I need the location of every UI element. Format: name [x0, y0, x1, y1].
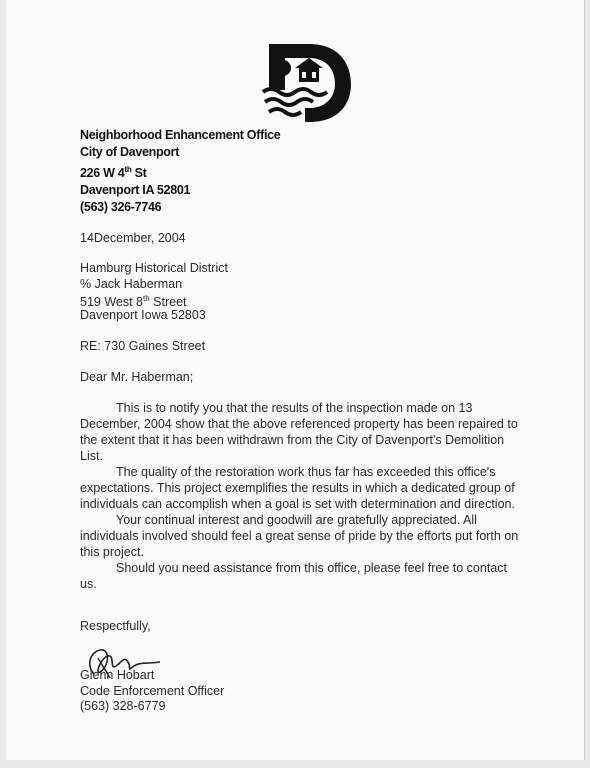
salutation: Dear Mr. Haberman; [80, 370, 194, 384]
office-phone: (563) 326-7746 [80, 200, 162, 215]
signer-name: Glenn Hobart [80, 668, 155, 682]
city-logo-icon [261, 38, 356, 126]
recipient-line-4: Davenport Iowa 52803 [80, 308, 206, 322]
recipient-line-2: % Jack Haberman [80, 277, 183, 291]
body-paragraph: Should you need assistance from this office, please feel free to contact us. [80, 561, 507, 591]
body-paragraph: This is to notify you that the results of the inspection made on 13 December, 2004 show that the above referenced property has been repaired to the extent that it has been withdrawn from the City of Davenport's Demolition List. [80, 401, 518, 463]
office-street: 226 W 4th St [80, 165, 147, 181]
letter-page [6, 0, 585, 760]
body-paragraph: Your continual interest and goodwill are gratefully appreciated. All individuals involved should feel a great sense of pride by the efforts put forth on this project. [80, 513, 519, 559]
signer-title: Code Enforcement Officer [80, 684, 225, 698]
recipient-line-3: 519 West 8th Street [80, 294, 187, 310]
office-letterhead [80, 127, 280, 216]
closing: Respectfully, [80, 619, 151, 633]
office-city-state-zip: Davenport IA 52801 [80, 183, 191, 198]
letter-date: 14December, 2004 [80, 231, 186, 245]
signer-phone: (563) 328-6779 [80, 699, 166, 713]
office-name: Neighborhood Enhancement Office [80, 128, 281, 142]
reference-line: RE: 730 Gaines Street [80, 339, 206, 353]
body-paragraph: The quality of the restoration work thus far has exceeded this office's expectations. This project exemplifies the results in which a dedicated group of individuals can accomplish when a goal is set with determination and direction. [80, 465, 515, 511]
recipient-line-1: Hamburg Historical District [80, 261, 228, 275]
letter-body [80, 400, 525, 592]
office-city: City of Davenport [80, 145, 180, 159]
